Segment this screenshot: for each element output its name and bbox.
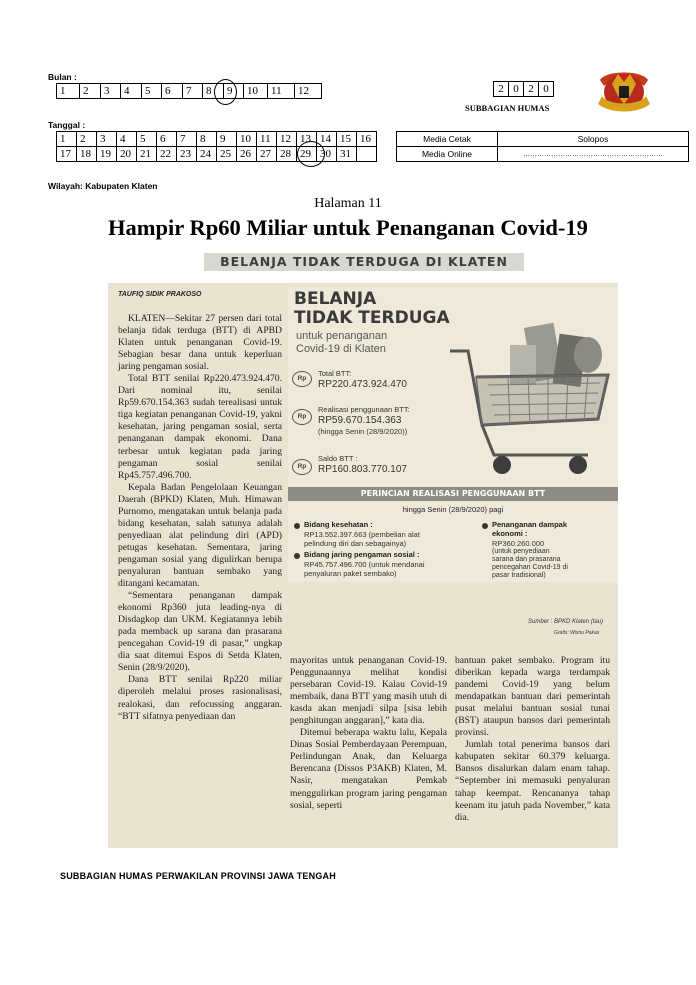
date-cell: 16 [357, 132, 377, 147]
year-grid [493, 81, 554, 97]
ekonomi-note-4: pasar tradisional) [492, 572, 546, 579]
month-grid [56, 83, 322, 99]
date-cell: 4 [117, 132, 137, 147]
bullet-icon [294, 553, 300, 559]
date-cell: 17 [57, 147, 77, 162]
media-online-label: Media Online [397, 147, 498, 162]
date-cell: 3 [97, 132, 117, 147]
date-cell: 6 [157, 132, 177, 147]
kesehatan-value: RP13.552.397.663 (pembelian alat [304, 530, 420, 539]
date-cell: 8 [197, 132, 217, 147]
paragraph: KLATEN—Sekitar 27 persen dari total belanja tidak terduga (BTT) di APBD Klaten untuk penanganan Covid-19. Sebagian besar dana untuk keperluan jaring pengaman sosial. [118, 313, 282, 373]
date-cell: 19 [97, 147, 117, 162]
total-value: RP220.473.924.470 [318, 379, 407, 390]
article-column-3 [455, 655, 610, 824]
year-digit: 2 [494, 82, 509, 97]
paragraph: “Sementara penanganan dampak ekonomi Rp360 juta leading-nya di Disdagkop dan UKM. Kegiatannya lebih pada memback up sarana dan prasarana pencegahan Covid-19 di pasar,” ungkap dia saat ditemui Espos di Setda Klaten, Senin (28/9/2020). [118, 590, 282, 674]
ekonomi-note-2: sarana dan prasarana [492, 556, 561, 563]
dept-label: SUBBAGIAN HUMAS [465, 103, 550, 113]
jps-value: RP45.757.496.700 (untuk mendanai [304, 560, 425, 569]
rincian-band [288, 487, 618, 501]
headline: Hampir Rp60 Miliar untuk Penanganan Covid-19 [108, 215, 588, 240]
month-cell: 4 [121, 84, 142, 99]
tanggal-label: Tanggal : [48, 120, 86, 130]
month-cell: 2 [80, 84, 101, 99]
month-cell: 10 [244, 84, 268, 99]
ekonomi-label-1: Penanganan dampak [492, 520, 568, 529]
month-cell: 8 [203, 84, 224, 99]
date-cell [357, 147, 377, 162]
article-column-2 [290, 655, 447, 812]
month-cell: 6 [162, 84, 183, 99]
infographic [288, 287, 618, 582]
article-column-1 [118, 313, 282, 723]
rincian-title: PERINCIAN REALISASI PENGGUNAAN BTT [360, 489, 546, 498]
date-cell: 14 [317, 132, 337, 147]
media-cetak-value: Solopos [498, 132, 689, 147]
kesehatan-label: Bidang kesehatan : [304, 520, 373, 529]
emblem-logo [594, 66, 654, 114]
info-title-1: BELANJA [294, 289, 377, 309]
paragraph: Dana BTT senilai Rp220 miliar diperoleh melalui proses rasionalisasi, realokasi, dan refocussing anggaran. “BTT sifatnya penyediaan dan [118, 674, 282, 722]
year-digit: 0 [509, 82, 524, 97]
source-note: Sumber : BPKD Klaten (tau) [528, 619, 604, 625]
rincian-subtitle: hingga Senin (28/9/2020) pagi [402, 505, 504, 514]
media-table [396, 131, 689, 162]
media-cetak-label: Media Cetak [397, 132, 498, 147]
ekonomi-label-2: ekonomi : [492, 529, 528, 538]
month-cell: 12 [295, 84, 322, 99]
info-subtitle-2: Covid-19 di Klaten [296, 343, 386, 355]
month-cell: 9 [224, 84, 244, 99]
month-cell: 11 [268, 84, 295, 99]
shopping-cart-icon [448, 305, 616, 485]
paragraph: mayoritas untuk penanganan Covid-19. Penggunaannya melihat kondisi persebaran Covid-19. Kalau Covid-19 membaik, dana BTT yang masih utuh di kasda akan menjadi silpa [sisa lebih penghitungan anggaran],” kata dia. [290, 655, 447, 727]
date-cell: 15 [337, 132, 357, 147]
date-selected-circle [297, 141, 325, 167]
date-cell: 5 [137, 132, 157, 147]
paragraph: Jumlah total penerima bansos dari kabupaten sekitar 60.379 keluarga. Bansos disalurkan dalam enam tahap. “September ini memasuki penyaluran tahap keempat. Rencananya tahap keenam itu jatuh pada November,” kata dia. [455, 739, 610, 823]
byline: TAUFIQ SIDIK PRAKOSO [118, 291, 202, 298]
date-cell: 20 [117, 147, 137, 162]
newspaper-clipping [108, 283, 618, 848]
rp-coin-icon: Rp [292, 409, 312, 425]
date-cell: 28 [277, 147, 297, 162]
date-cell: 22 [157, 147, 177, 162]
paragraph: Total BTT senilai Rp220.473.924.470. Dari nominal itu, senilai Rp59.670.154.363 sudah terealisasi untuk tiga kegiatan penanganan Covid-19, yakni kesehatan, jaring pengaman sosial, serta penanganan dampak ekonomi. Dana terbesar untuk kegiatan pada jaring pengaman sosial senilai Rp45.757.496.700. [118, 373, 282, 481]
year-digit: 2 [524, 82, 539, 97]
realisasi-label: Realisasi penggunaan BTT: [318, 405, 410, 414]
date-cell: 23 [177, 147, 197, 162]
date-cell: 10 [237, 132, 257, 147]
year-digit: 0 [539, 82, 554, 97]
date-cell: 31 [337, 147, 357, 162]
date-cell: 12 [277, 132, 297, 147]
kicker: BELANJA TIDAK TERDUGA DI KLATEN [220, 254, 508, 269]
month-cell: 7 [183, 84, 203, 99]
date-cell: 26 [237, 147, 257, 162]
rp-coin-icon: Rp [292, 371, 312, 387]
month-cell: 1 [57, 84, 80, 99]
jps-note: penyaluran paket sembako) [304, 569, 397, 578]
date-cell: 18 [77, 147, 97, 162]
month-selected-circle [214, 79, 237, 105]
realisasi-note: (hingga Senin (28/9/2020)) [318, 427, 408, 436]
paragraph: bantuan paket sembako. Program itu diberikan kepada warga terdampak pandemi Covid-19 yang belum mendapatkan bantuan dari pemerintah pusat melalui bantuan sosial tunai (BST) ataupun bansos dari pemerintah provinsi. [455, 655, 610, 739]
footer-label: SUBBAGIAN HUMAS PERWAKILAN PROVINSI JAWA TENGAH [60, 871, 336, 881]
paragraph: Ditemui beberapa waktu lalu, Kepala Dinas Sosial Pemberdayaan Perempuan, Perlindungan Anak, dan Keluarga Berencana (Dissos P3AKB) Klaten, M. Nasir, mengatakan Pemkab menggulirkan program jaring pengaman sosial, seperti [290, 727, 447, 811]
ekonomi-note-3: pencegahan Covid-19 di [492, 564, 568, 571]
rp-coin-icon: Rp [292, 459, 312, 475]
date-cell: 29 [297, 147, 317, 162]
wilayah-label: Wilayah: Kabupaten Klaten [48, 181, 158, 191]
date-cell: 9 [217, 132, 237, 147]
jps-label: Bidang jaring pengaman sosial : [304, 550, 420, 559]
info-subtitle-1: untuk penanganan [296, 330, 388, 342]
date-cell: 11 [257, 132, 277, 147]
ekonomi-value: RP360.260.000 [492, 539, 545, 548]
date-cell: 21 [137, 147, 157, 162]
bullet-icon [482, 523, 488, 529]
page-number: Halaman 11 [314, 196, 382, 211]
date-cell: 2 [77, 132, 97, 147]
date-cell: 24 [197, 147, 217, 162]
realisasi-value: RP59.670.154.363 [318, 415, 402, 426]
date-grid [56, 131, 377, 162]
kesehatan-note: pelindung diri dan sebagainya) [304, 539, 407, 548]
total-label: Total BTT: [318, 369, 352, 378]
kicker-band [204, 253, 524, 271]
ekonomi-note-1: (untuk penyediaan [492, 548, 550, 555]
month-cell: 3 [101, 84, 121, 99]
grafis-credit: Grafis: Wisnu Pakas [554, 630, 600, 636]
month-cell: 5 [142, 84, 162, 99]
date-cell: 27 [257, 147, 277, 162]
saldo-value: RP160.803.770.107 [318, 464, 407, 475]
media-online-value: …………………………………………………… [498, 147, 689, 162]
bulan-label: Bulan : [48, 72, 77, 82]
paragraph: Kepala Badan Pengelolaan Keuangan Daerah (BPKD) Klaten, Muh. Himawan Purnomo, mengatakan untuk belanja pada bidang kesehatan, salah satunya adalah penyediaan alat pelindung diri (APD) petugas kesehatan. Sementara, jaring pengaman sosial yang digulirkan berupa penyaluran bantuan sembako yang ditangani kecamatan. [118, 481, 282, 590]
bullet-icon [294, 523, 300, 529]
saldo-label: Saldo BTT : [318, 454, 358, 463]
date-cell: 7 [177, 132, 197, 147]
date-cell: 1 [57, 132, 77, 147]
date-cell: 30 [317, 147, 337, 162]
date-cell: 25 [217, 147, 237, 162]
date-cell: 13 [297, 132, 317, 147]
info-title-2: TIDAK TERDUGA [294, 308, 450, 328]
